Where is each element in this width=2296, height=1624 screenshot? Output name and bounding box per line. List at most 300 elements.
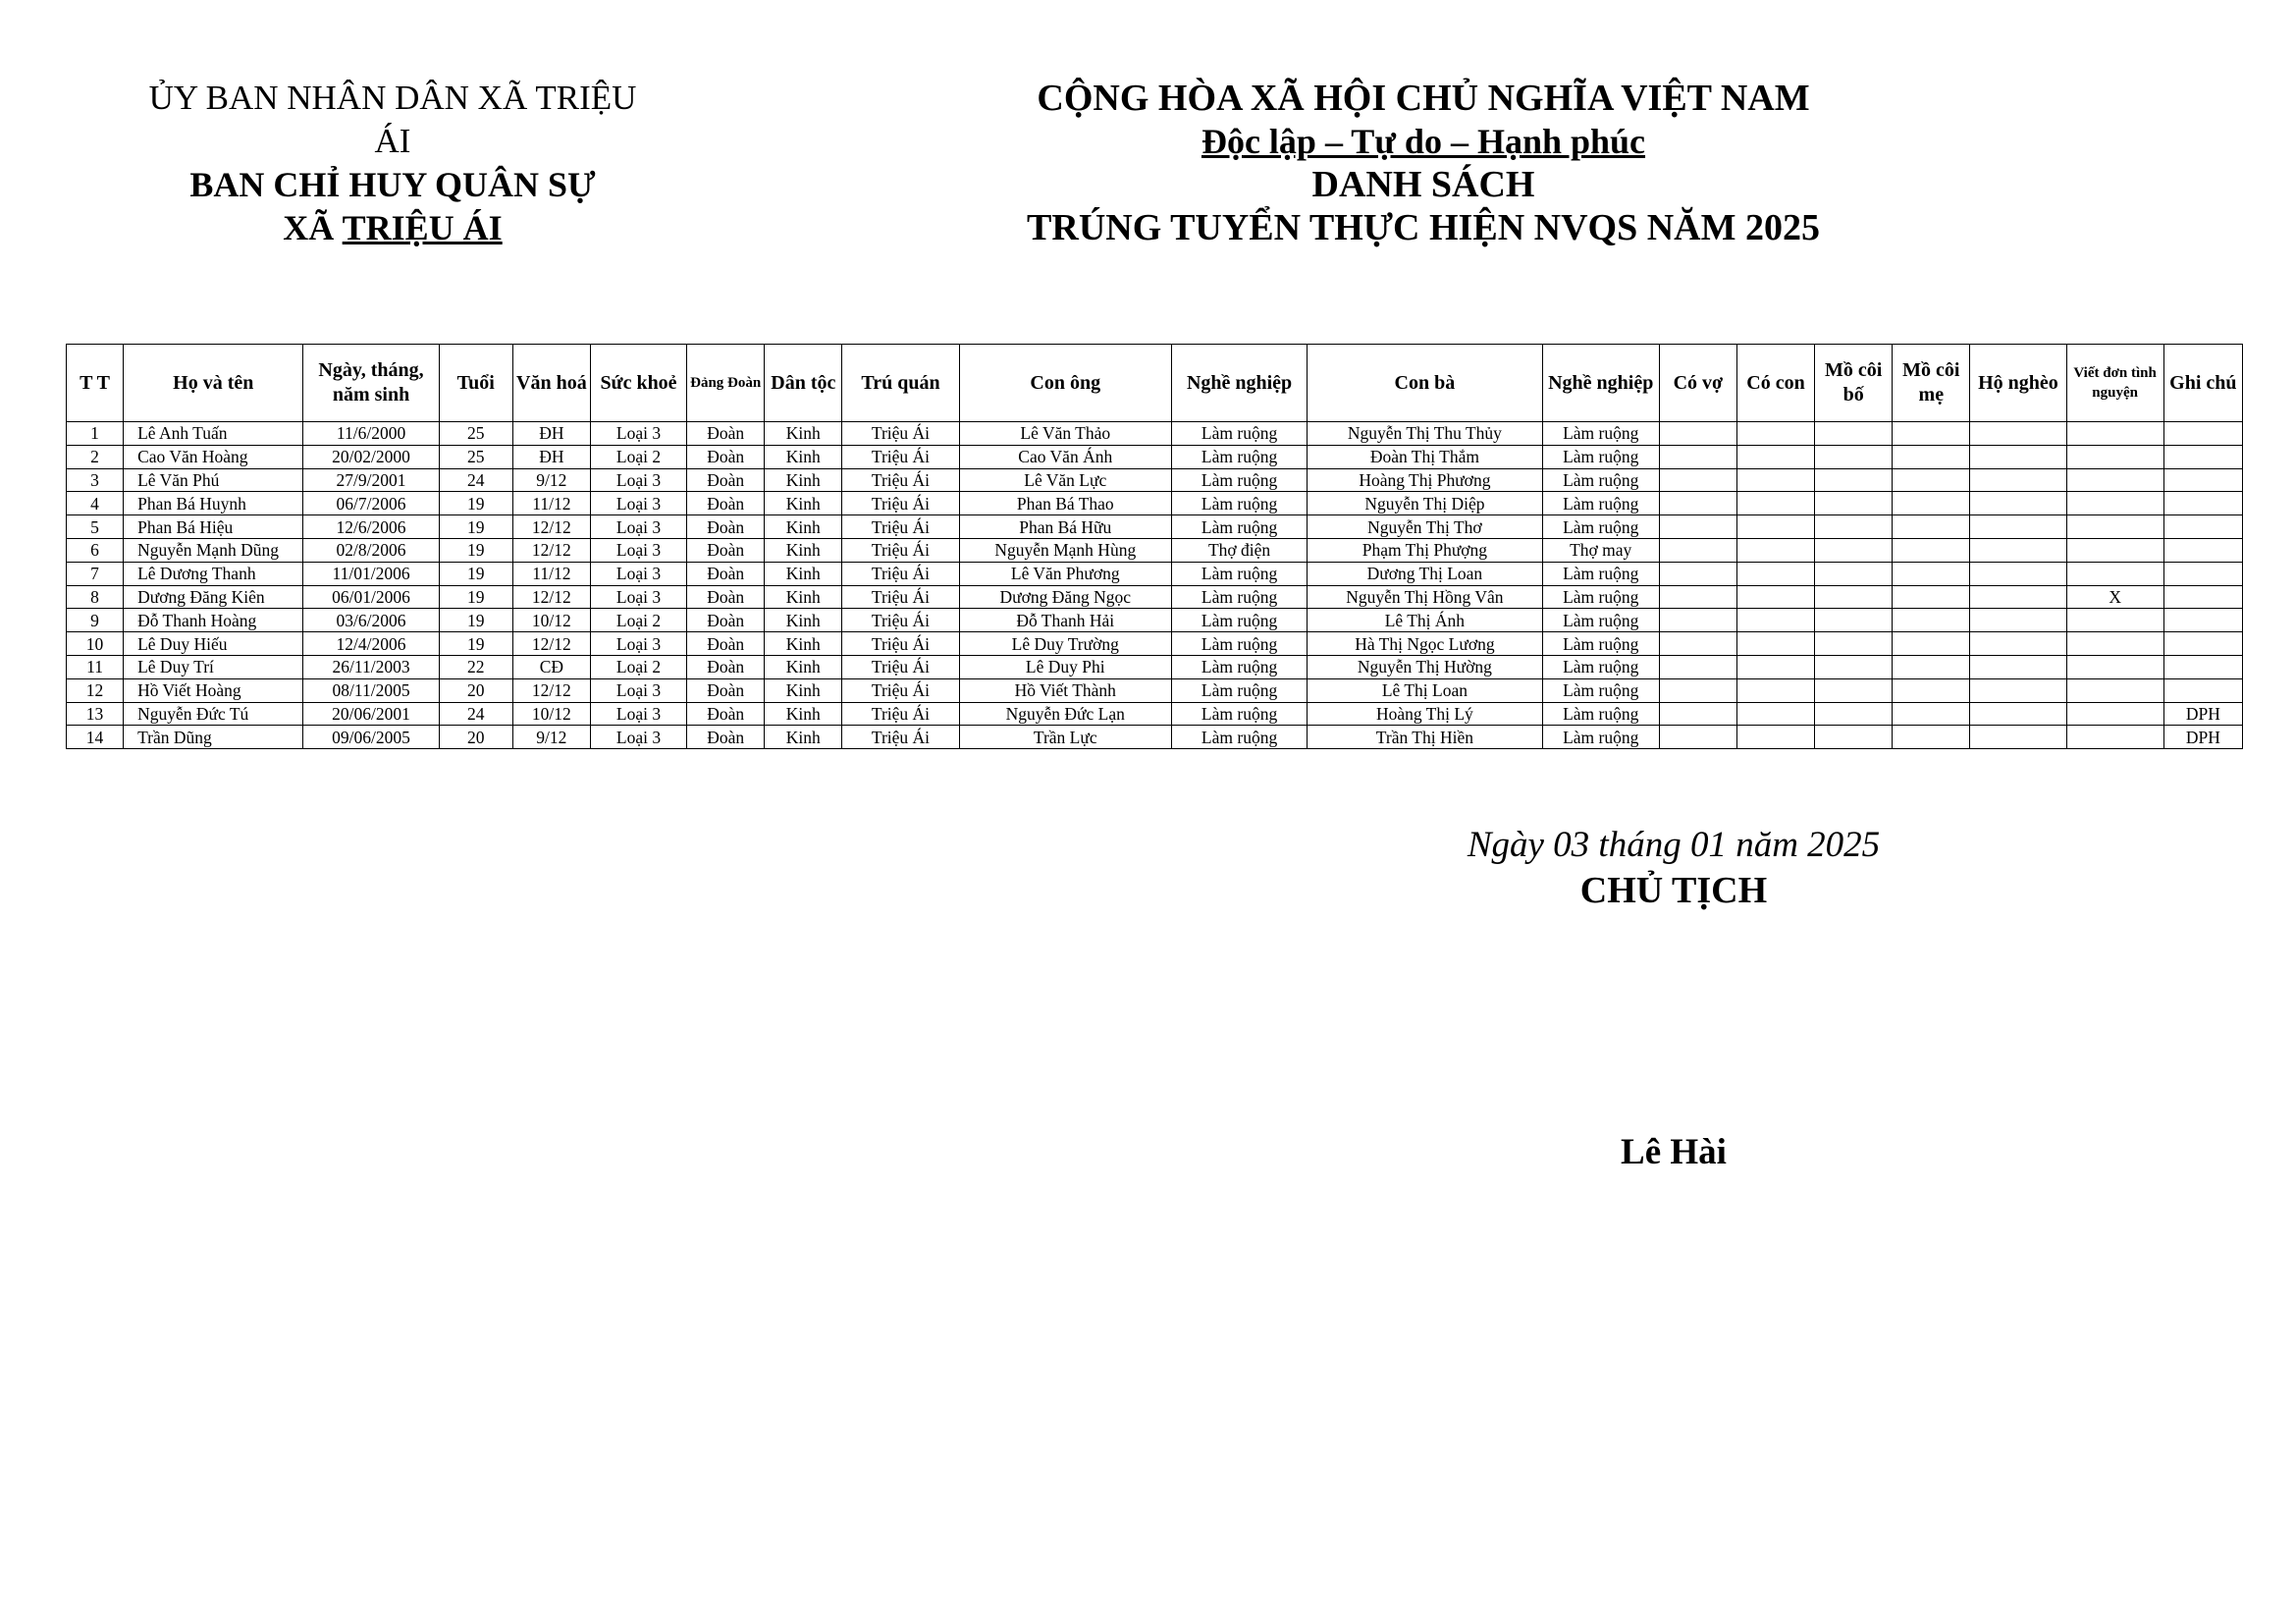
table-cell (1659, 702, 1736, 726)
table-cell: Triệu Ái (842, 678, 959, 702)
table-cell (1736, 492, 1814, 515)
table-cell: Kinh (765, 632, 842, 656)
table-cell: Triệu Ái (842, 515, 959, 539)
table-cell: Đỗ Thanh Hoàng (124, 609, 303, 632)
signing-date: Ngày 03 tháng 01 năm 2025 (1467, 825, 1881, 865)
table-cell: Đỗ Thanh Hải (959, 609, 1171, 632)
table-cell (1970, 702, 2066, 726)
table-cell: Triệu Ái (842, 468, 959, 492)
table-cell: 12 (67, 678, 124, 702)
table-cell (1659, 445, 1736, 468)
table-cell: Dương Đăng Ngọc (959, 585, 1171, 609)
table-cell (1893, 609, 1970, 632)
table-cell: Làm ruộng (1171, 422, 1307, 446)
table-cell (1970, 726, 2066, 749)
table-cell: Làm ruộng (1171, 492, 1307, 515)
table-cell: Lê Văn Thảo (959, 422, 1171, 446)
table-row (67, 609, 2243, 632)
table-cell: Loại 3 (590, 632, 686, 656)
table-cell: Phan Bá Thao (959, 492, 1171, 515)
table-cell: 6 (67, 538, 124, 562)
table-cell (1659, 422, 1736, 446)
table-cell: 12/12 (512, 585, 590, 609)
table-cell: Dương Thị Loan (1308, 562, 1542, 585)
table-cell: Hoàng Thị Lý (1308, 702, 1542, 726)
document-title: DANH SÁCH (1311, 164, 1535, 205)
table-cell: Đoàn (687, 585, 765, 609)
table-cell: Đoàn (687, 538, 765, 562)
table-cell: 19 (439, 585, 512, 609)
table-cell: 19 (439, 492, 512, 515)
table-cell: Phan Bá Hiệu (124, 515, 303, 539)
table-cell (1659, 678, 1736, 702)
table-cell: 9/12 (512, 468, 590, 492)
table-cell: Loại 3 (590, 515, 686, 539)
table-cell (2163, 492, 2242, 515)
table-cell: Làm ruộng (1171, 468, 1307, 492)
table-body (67, 422, 2243, 749)
table-cell: Phan Bá Hữu (959, 515, 1171, 539)
col-header-poor-household: Hộ nghèo (1970, 345, 2066, 422)
table-cell: Kinh (765, 562, 842, 585)
authority-line-2: BAN CHỈ HUY QUÂN SỰ (189, 165, 596, 204)
table-cell: 12/12 (512, 515, 590, 539)
table-cell: Đoàn (687, 445, 765, 468)
table-cell: ĐH (512, 445, 590, 468)
table-row (67, 445, 2243, 468)
table-row (67, 422, 2243, 446)
table-cell (1893, 468, 1970, 492)
table-cell (1736, 632, 1814, 656)
table-cell: Kinh (765, 655, 842, 678)
table-cell (2066, 562, 2163, 585)
table-cell: Làm ruộng (1542, 702, 1659, 726)
table-cell: 7 (67, 562, 124, 585)
table-cell: 11 (67, 655, 124, 678)
table-cell (1659, 609, 1736, 632)
table-cell: Làm ruộng (1542, 632, 1659, 656)
table-cell: Làm ruộng (1171, 585, 1307, 609)
national-header (962, 77, 1885, 249)
table-cell (1893, 562, 1970, 585)
table-cell (1815, 562, 1893, 585)
table-cell: Lê Duy Trí (124, 655, 303, 678)
table-cell: 3 (67, 468, 124, 492)
table-cell: 20/02/2000 (303, 445, 439, 468)
table-cell (2066, 702, 2163, 726)
table-cell: Loại 3 (590, 726, 686, 749)
table-cell: Thợ điện (1171, 538, 1307, 562)
table-cell (1736, 678, 1814, 702)
table-cell: Làm ruộng (1171, 702, 1307, 726)
table-cell (1736, 562, 1814, 585)
table-cell: Đoàn (687, 609, 765, 632)
table-cell (2163, 585, 2242, 609)
table-cell: 11/01/2006 (303, 562, 439, 585)
table-cell (1736, 655, 1814, 678)
table-cell (1893, 632, 1970, 656)
table-cell: Kinh (765, 726, 842, 749)
table-cell: Trần Dũng (124, 726, 303, 749)
table-cell (1970, 445, 2066, 468)
table-cell: Làm ruộng (1171, 515, 1307, 539)
table-cell (1970, 632, 2066, 656)
table-cell: Làm ruộng (1542, 655, 1659, 678)
table-cell: Loại 3 (590, 422, 686, 446)
table-cell: Làm ruộng (1542, 726, 1659, 749)
table-cell (1815, 655, 1893, 678)
table-cell: Nguyễn Thị Hường (1308, 655, 1542, 678)
table-cell: 26/11/2003 (303, 655, 439, 678)
table-cell: 20/06/2001 (303, 702, 439, 726)
table-cell (1893, 492, 1970, 515)
table-cell: Loại 3 (590, 702, 686, 726)
table-cell (1815, 515, 1893, 539)
table-cell (1970, 609, 2066, 632)
col-header-name: Họ và tên (124, 345, 303, 422)
table-cell: Lê Duy Trường (959, 632, 1171, 656)
national-motto: Độc lập – Tự do – Hạnh phúc (1201, 122, 1646, 161)
table-cell (1659, 538, 1736, 562)
table-cell: ĐH (512, 422, 590, 446)
signature-block (1443, 823, 1904, 913)
table-cell: Kinh (765, 678, 842, 702)
table-cell: Lê Văn Phương (959, 562, 1171, 585)
table-cell: Làm ruộng (1171, 726, 1307, 749)
col-header-fatherless: Mồ côi bố (1815, 345, 1893, 422)
table-cell (2163, 655, 2242, 678)
table-cell: Triệu Ái (842, 492, 959, 515)
table-cell: Phạm Thị Phượng (1308, 538, 1542, 562)
table-cell: Triệu Ái (842, 562, 959, 585)
table-cell: Hoàng Thị Phương (1308, 468, 1542, 492)
table-cell: Đoàn (687, 632, 765, 656)
table-cell: 12/12 (512, 538, 590, 562)
col-header-father-occupation: Nghề nghiệp (1171, 345, 1307, 422)
table-cell: 09/06/2005 (303, 726, 439, 749)
table-cell: Kinh (765, 468, 842, 492)
table-cell: Đoàn Thị Thắm (1308, 445, 1542, 468)
table-cell: Nguyễn Thị Thu Thủy (1308, 422, 1542, 446)
table-cell: Nguyễn Thị Hồng Vân (1308, 585, 1542, 609)
table-cell (2163, 468, 2242, 492)
table-cell (1893, 445, 1970, 468)
table-row (67, 726, 2243, 749)
table-cell: Làm ruộng (1171, 562, 1307, 585)
table-cell: 02/8/2006 (303, 538, 439, 562)
table-cell (1736, 468, 1814, 492)
table-row (67, 655, 2243, 678)
table-cell: Nguyễn Mạnh Hùng (959, 538, 1171, 562)
table-cell: 19 (439, 632, 512, 656)
table-cell (1736, 422, 1814, 446)
table-cell: Kinh (765, 585, 842, 609)
table-cell: Kinh (765, 422, 842, 446)
table-cell: 12/4/2006 (303, 632, 439, 656)
recruit-list-table (66, 344, 2243, 749)
authority-line-1: ỦY BAN NHÂN DÂN XÃ TRIỆU ÁI (148, 79, 637, 160)
table-cell: Loại 2 (590, 609, 686, 632)
table-cell: Đoàn (687, 515, 765, 539)
table-cell (2066, 468, 2163, 492)
col-header-has-children: Có con (1736, 345, 1814, 422)
table-cell: Dương Đăng Kiên (124, 585, 303, 609)
table-cell: Triệu Ái (842, 422, 959, 446)
table-cell (1659, 492, 1736, 515)
table-cell: Kinh (765, 609, 842, 632)
table-cell (2066, 726, 2163, 749)
table-cell: Lê Thị Loan (1308, 678, 1542, 702)
table-cell: Làm ruộng (1542, 585, 1659, 609)
table-cell: Làm ruộng (1542, 609, 1659, 632)
col-header-father: Con ông (959, 345, 1171, 422)
table-cell: 12/12 (512, 632, 590, 656)
issuing-authority-header (137, 77, 648, 249)
table-cell (2163, 422, 2242, 446)
table-cell: 19 (439, 562, 512, 585)
table-cell: 9 (67, 609, 124, 632)
table-cell: Triệu Ái (842, 655, 959, 678)
table-cell: Triệu Ái (842, 702, 959, 726)
table-cell: Lê Anh Tuấn (124, 422, 303, 446)
table-cell (2163, 538, 2242, 562)
col-header-mother-occupation: Nghề nghiệp (1542, 345, 1659, 422)
table-cell (1659, 655, 1736, 678)
table-cell: Triệu Ái (842, 538, 959, 562)
table-cell (1893, 702, 1970, 726)
table-cell: Làm ruộng (1542, 445, 1659, 468)
table-cell: 2 (67, 445, 124, 468)
country-name: CỘNG HÒA XÃ HỘI CHỦ NGHĨA VIỆT NAM (1037, 78, 1810, 119)
table-cell (1970, 562, 2066, 585)
table-cell: 11/12 (512, 562, 590, 585)
table-cell: 20 (439, 678, 512, 702)
table-cell: Lê Văn Lực (959, 468, 1171, 492)
table-cell (1736, 609, 1814, 632)
table-cell: Làm ruộng (1542, 492, 1659, 515)
table-cell (1736, 538, 1814, 562)
table-cell: Loại 3 (590, 538, 686, 562)
authority-line-3 (137, 206, 648, 249)
col-header-married: Có vợ (1659, 345, 1736, 422)
table-cell: 5 (67, 515, 124, 539)
table-cell (1659, 632, 1736, 656)
table-cell: Loại 3 (590, 678, 686, 702)
table-cell: 1 (67, 422, 124, 446)
table-cell (2066, 445, 2163, 468)
table-row (67, 678, 2243, 702)
table-cell: Kinh (765, 445, 842, 468)
table-cell (1970, 515, 2066, 539)
table-cell: Lê Văn Phú (124, 468, 303, 492)
table-cell: 22 (439, 655, 512, 678)
table-cell: 27/9/2001 (303, 468, 439, 492)
table-cell: 03/6/2006 (303, 609, 439, 632)
table-cell: Hà Thị Ngọc Lương (1308, 632, 1542, 656)
table-cell: 25 (439, 422, 512, 446)
table-cell: Kinh (765, 515, 842, 539)
table-row (67, 492, 2243, 515)
table-cell: Đoàn (687, 678, 765, 702)
col-header-party-union: Đảng Đoàn (687, 345, 765, 422)
col-header-age: Tuổi (439, 345, 512, 422)
table-cell: Cao Văn Hoàng (124, 445, 303, 468)
col-header-education: Văn hoá (512, 345, 590, 422)
table-cell: Đoàn (687, 422, 765, 446)
table-cell (1659, 585, 1736, 609)
table-row (67, 468, 2243, 492)
table-cell: 25 (439, 445, 512, 468)
table-cell (2066, 655, 2163, 678)
table-row (67, 562, 2243, 585)
table-cell: 10/12 (512, 609, 590, 632)
table-cell: Lê Duy Phi (959, 655, 1171, 678)
table-cell: Lê Dương Thanh (124, 562, 303, 585)
table-cell: Hồ Viết Hoàng (124, 678, 303, 702)
table-cell: 08/11/2005 (303, 678, 439, 702)
table-cell: Làm ruộng (1542, 422, 1659, 446)
table-cell: Nguyễn Mạnh Dũng (124, 538, 303, 562)
table-cell (1893, 515, 1970, 539)
table-cell (1736, 445, 1814, 468)
col-header-residence: Trú quán (842, 345, 959, 422)
table-cell: Đoàn (687, 492, 765, 515)
table-cell (1659, 515, 1736, 539)
table-cell (1970, 422, 2066, 446)
table-header-row (67, 345, 2243, 422)
table-cell (2163, 445, 2242, 468)
table-cell (1815, 609, 1893, 632)
table-cell: Nguyễn Đức Lạn (959, 702, 1171, 726)
table-cell: Đoàn (687, 702, 765, 726)
table-cell: Loại 3 (590, 585, 686, 609)
col-header-birthdate: Ngày, tháng, năm sinh (303, 345, 439, 422)
table-cell: 19 (439, 609, 512, 632)
table-cell (2066, 492, 2163, 515)
table-cell (1736, 515, 1814, 539)
table-cell: Nguyễn Thị Thơ (1308, 515, 1542, 539)
table-cell: 10/12 (512, 702, 590, 726)
table-cell: Loại 3 (590, 468, 686, 492)
table-cell (1815, 538, 1893, 562)
table-cell: Loại 2 (590, 445, 686, 468)
table-row (67, 632, 2243, 656)
col-header-notes: Ghi chú (2163, 345, 2242, 422)
table-cell: Nguyễn Thị Diệp (1308, 492, 1542, 515)
table-cell: 13 (67, 702, 124, 726)
table-cell: 11/6/2000 (303, 422, 439, 446)
table-cell (1815, 702, 1893, 726)
table-cell (1970, 585, 2066, 609)
table-cell (1815, 492, 1893, 515)
table-cell: Kinh (765, 702, 842, 726)
table-cell (1815, 422, 1893, 446)
table-cell: Thợ may (1542, 538, 1659, 562)
table-cell (1815, 468, 1893, 492)
table-cell: Làm ruộng (1542, 562, 1659, 585)
table-cell: Làm ruộng (1171, 445, 1307, 468)
table-cell: CĐ (512, 655, 590, 678)
table-cell: Trần Lực (959, 726, 1171, 749)
table-cell (1893, 726, 1970, 749)
table-cell (2066, 538, 2163, 562)
signer-role: CHỦ TỊCH (1579, 870, 1768, 911)
table-cell (1893, 655, 1970, 678)
table-cell (2066, 422, 2163, 446)
table-cell: Loại 3 (590, 562, 686, 585)
table-cell: DPH (2163, 726, 2242, 749)
table-cell: Cao Văn Ánh (959, 445, 1171, 468)
table-cell: 20 (439, 726, 512, 749)
table-cell (1970, 655, 2066, 678)
table-cell: 06/01/2006 (303, 585, 439, 609)
table-cell (2066, 632, 2163, 656)
col-header-health: Sức khoẻ (590, 345, 686, 422)
table-cell: Kinh (765, 538, 842, 562)
table-cell (1815, 726, 1893, 749)
table-cell (1893, 678, 1970, 702)
table-cell: Lê Thị Ánh (1308, 609, 1542, 632)
table-row (67, 538, 2243, 562)
table-cell: Loại 2 (590, 655, 686, 678)
table-cell (1815, 445, 1893, 468)
table-cell: 24 (439, 702, 512, 726)
signer-name: Lê Hài (1621, 1132, 1727, 1172)
table-cell: 8 (67, 585, 124, 609)
table-cell (2163, 678, 2242, 702)
table-cell: 19 (439, 538, 512, 562)
table-cell: Triệu Ái (842, 726, 959, 749)
table-cell: 19 (439, 515, 512, 539)
table-cell (1815, 585, 1893, 609)
table-cell (1736, 585, 1814, 609)
table-cell (2066, 678, 2163, 702)
col-header-motherless: Mồ côi mẹ (1893, 345, 1970, 422)
table-cell (1815, 632, 1893, 656)
table-cell (2066, 609, 2163, 632)
table-cell: Nguyễn Đức Tú (124, 702, 303, 726)
table-row (67, 702, 2243, 726)
table-cell: Làm ruộng (1171, 678, 1307, 702)
col-header-mother: Con bà (1308, 345, 1542, 422)
table-cell: Triệu Ái (842, 445, 959, 468)
table-cell (1970, 678, 2066, 702)
table-cell: 9/12 (512, 726, 590, 749)
table-cell (1659, 726, 1736, 749)
authority-line-3-plain: XÃ (283, 208, 343, 247)
table-cell (1893, 538, 1970, 562)
table-cell: 14 (67, 726, 124, 749)
table-cell (2163, 562, 2242, 585)
col-header-stt: T T (67, 345, 124, 422)
authority-line-3-underlined: TRIỆU ÁI (342, 208, 503, 247)
table-cell (2066, 515, 2163, 539)
table-cell: Hồ Viết Thành (959, 678, 1171, 702)
table-cell (1970, 492, 2066, 515)
table-cell: 11/12 (512, 492, 590, 515)
table-cell: Làm ruộng (1171, 609, 1307, 632)
table-cell: Làm ruộng (1542, 468, 1659, 492)
table-cell: Triệu Ái (842, 632, 959, 656)
table-cell (1893, 585, 1970, 609)
col-header-ethnicity: Dân tộc (765, 345, 842, 422)
table-cell: Đoàn (687, 726, 765, 749)
table-cell (2163, 632, 2242, 656)
table-cell: DPH (2163, 702, 2242, 726)
table-cell: 06/7/2006 (303, 492, 439, 515)
table-cell: Trần Thị Hiền (1308, 726, 1542, 749)
table-cell: 12/6/2006 (303, 515, 439, 539)
